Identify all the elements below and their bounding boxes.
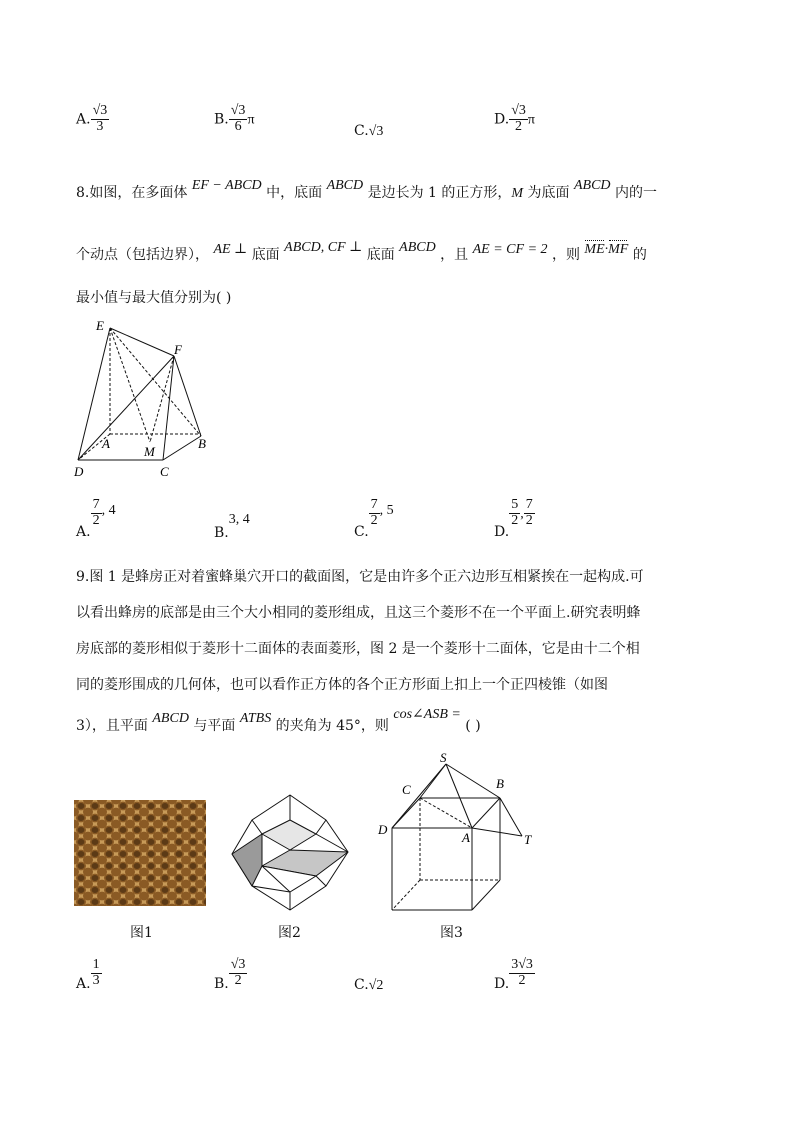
edge-cb <box>163 436 201 460</box>
q9-option-b: B. $\frac{√3}{2}$ <box>214 957 246 992</box>
rhombic-dodecahedron-figure <box>226 792 352 914</box>
label-b: B <box>198 436 206 451</box>
q8-polyhedron-figure <box>70 316 220 482</box>
honeycomb-photo <box>74 800 206 906</box>
q9-option-a: A. $\frac{1}{3}$ <box>76 957 100 992</box>
edge-eb <box>110 328 201 436</box>
cube-pyramid-figure <box>372 750 550 918</box>
edge-fd <box>78 356 174 460</box>
label-d: D <box>378 822 388 837</box>
edge-ef <box>110 328 174 356</box>
q8-option-b: B.3, 4 <box>214 512 250 541</box>
label-t: T <box>524 832 532 847</box>
edge-fb <box>174 356 201 436</box>
q9-line-1: 9.图 1 是蜂房正对着蜜蜂巢穴开口的截面图，它是由许多个正六边形互相紧挨在一起构成.可 <box>76 569 644 585</box>
q9-line-5: 3），且平面 ABCD 与平面 ATBS 的夹角为 45°，则 cos∠ASB = ( ) <box>76 707 481 734</box>
q7-option-d: D. $\frac{√3}{2}$ π <box>494 103 535 134</box>
q7-option-c: C.√3 <box>354 123 384 139</box>
q7-option-b: B. $\frac{√3}{6}$ π <box>214 103 255 134</box>
q9-option-c: C.√2 <box>354 977 384 993</box>
edge-em <box>110 328 150 442</box>
fig1-caption: 图1 <box>130 925 153 941</box>
label-c: C <box>402 782 411 797</box>
label-f: F <box>174 342 182 357</box>
q9-line-4: 同的菱形围成的几何体，也可以看作正方体的各个正方形面上扣上一个正四棱锥（如图 <box>76 677 608 693</box>
q8-option-a: A. $\frac{7}{2}$ , 4 <box>76 497 116 540</box>
label-a: A <box>462 830 470 845</box>
q9-option-d: D. $\frac{3√3}{2}$ <box>494 957 533 992</box>
label-m: M <box>144 444 155 459</box>
q9-line-2: 以看出蜂房的底部是由三个大小相同的菱形组成，且这三个菱形不在一个平面上.研究表明蜂 <box>76 605 641 621</box>
label-b: B <box>496 776 504 791</box>
label-d: D <box>74 464 84 479</box>
fig3-caption: 图3 <box>440 925 463 941</box>
label-s: S <box>440 750 447 765</box>
q9-line-3: 房底部的菱形相似于菱形十二面体的表面菱形，图 2 是一个菱形十二面体，它是由十二个相 <box>76 641 640 657</box>
q8-line-2: 个动点（包括边界）， AE ⊥ 底面 ABCD, CF ⊥ 底面 ABCD ，且 AE = CF = 2 ，则 ME·MF 的 <box>76 240 647 263</box>
label-a: A <box>102 436 110 451</box>
q8-line-3: 最小值与最大值分别为( ) <box>76 290 232 306</box>
q8-line-1: 8.如图，在多面体 EF − ABCD 中，底面 ABCD 是边长为 1 的正方形，M 为底面 ABCD 内的一 <box>76 178 657 201</box>
q8-option-d: D. $\frac{5}{2}$ , $\frac{7}{2}$ <box>494 497 533 540</box>
fig2-caption: 图2 <box>278 925 301 941</box>
edge-fc <box>163 356 174 460</box>
label-c: C <box>160 464 169 479</box>
q7-option-a: A. $\frac{√3}{3}$ <box>76 103 108 134</box>
q8-option-c: C. $\frac{7}{2}$ , 5 <box>354 497 394 540</box>
label-e: E <box>96 318 104 333</box>
